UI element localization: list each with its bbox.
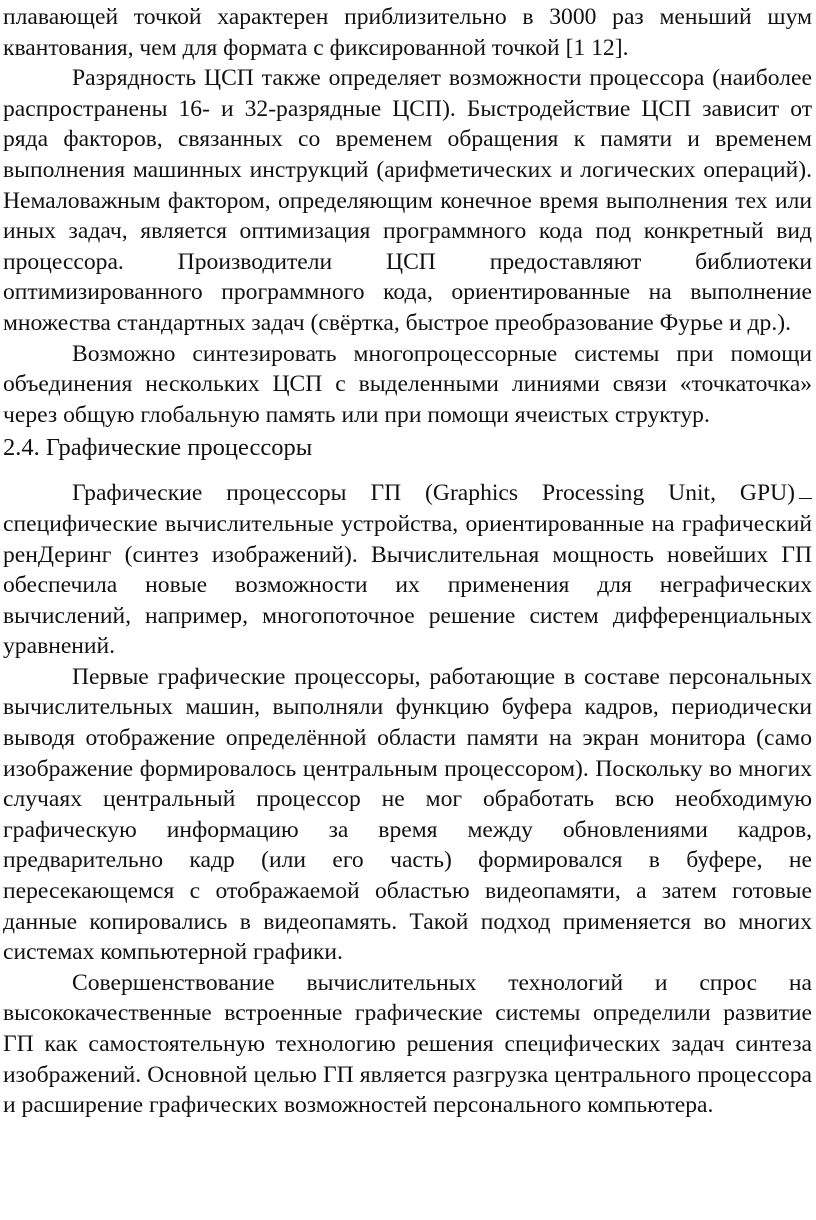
gpu-intro-rest: специфические вычислительные устройства, ориентированные на графический ренДеринг (синтез изображений). Вычислительная мощность новейших ГП обеспечила новые возможности их применения для неграфических вычислений, например, многопоточное решение систем дифференциальных уравнений.: [3, 510, 812, 660]
paragraph-multiprocessor: Возможно синтезировать многопроцессорные системы при помощи объединения нескольких ЦСП с выделенными линиями связи «точкаточка» через общую глобальную память или при помощи ячеистых структур.: [3, 340, 812, 428]
paragraph-first-gpus: Первые графические процессоры, работающие в составе персональных вычислительных машин, выполняли функцию буфера кадров, периодически выводя отображение определённой области памяти на экран монитора (само изображение формировалось центральным процессором). Поскольку во многих случаях центральный процессор не мог обработать всю необходимую графическую информацию за время между обновлениями кадров, предварительно кадр (или его часть) формировался в буфере, не пересекающемся с отображаемой областью видеопамяти, а затем готовые данные копировались в видеопамять. Такой подход применяется во многих системах компьютерной графики.: [3, 663, 812, 966]
paragraph-continued: плавающей точкой характерен приблизительно в 3000 раз меньший шум квантования, чем для формата с фиксированной точкой [1 12].: [3, 4, 812, 61]
gpu-intro-lead: Графические процессоры ГП (Graphics Processing Unit, GPU): [72, 480, 795, 507]
section-heading: 2.4. Графические процессоры: [3, 434, 313, 462]
dash-mark: [799, 498, 812, 499]
paragraph-dsp-bit-depth: Разрядность ЦСП также определяет возможности процессора (наиболее распространены 16- и 32-разрядные ЦСП). Быстродействие ЦСП зависит от ряда факторов, связанных со временем обращения к памяти и временем выполнения машинных инструкций (арифметических и логических операций). Немаловажным фактором, определяющим конечное время выполнения тех или иных задач, является оптимизация программного кода под конкретный вид процессора. Производители ЦСП предоставляют библиотеки оптимизированного программного кода, ориентированные на выполнение множества стандартных задач (свёртка, быстрое преобразование Фурье и др.).: [3, 65, 812, 336]
paragraph-gpu-development: Совершенствование вычислительных технологий и спрос на высококачественные встроенные графические системы определили развитие ГП как самостоятельную технологию решения специфических задач синтеза изображений. Основной целью ГП является разгрузка центрального процессора и расширение графических возможностей персонального компьютера.: [3, 969, 812, 1119]
paragraph-gpu-intro: [3, 478, 812, 662]
